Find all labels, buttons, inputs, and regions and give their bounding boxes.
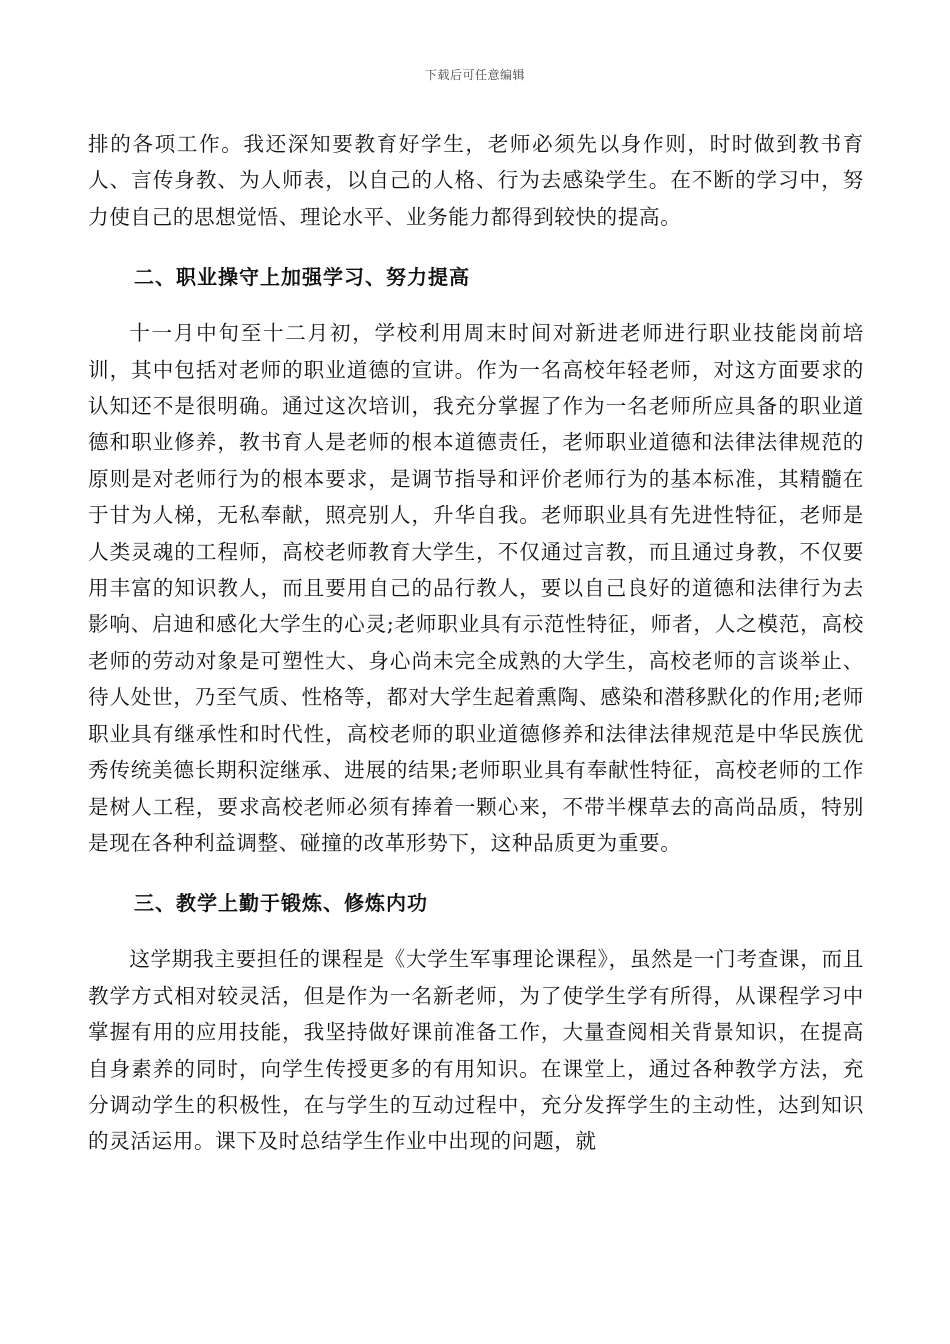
paragraph-continued: 排的各项工作。我还深知要教育好学生，老师必须先以身作则，时时做到教书育人、言传身教、为人师表，以自己的人格、行为去感染学生。在不断的学习中，努力使自己的思想觉悟、理论水平、业务能力都得到较快的提高。 (88, 132, 864, 229)
section-heading-3: 三、教学上勤于锻炼、修炼内功 (134, 891, 428, 916)
paragraph-teaching: 这学期我主要担任的课程是《大学生军事理论课程》，虽然是一门考查课，而且教学方式相对较灵活，但是作为一名新老师，为了使学生学有所得，从课程学习中掌握有用的应用技能，我坚持做好课前准备工作，大量查阅相关背景知识，在提高自身素养的同时，向学生传授更多的有用知识。在课堂上，通过各种教学方法，充分调动学生的积极性，在与学生的互动过程中，充分发挥学生的主动性，达到知识的灵活运用。课下及时总结学生作业中出现的问题，就 (88, 947, 864, 1154)
paragraph-professional-ethics: 十一月中旬至十二月初，学校利用周末时间对新进老师进行职业技能岗前培训，其中包括对老师的职业道德的宣讲。作为一名高校年轻老师，对这方面要求的认知还不是很明确。通过这次培训，我充分掌握了作为一名老师所应具备的职业道德和职业修养，教书育人是老师的根本道德责任，老师职业道德和法律法律规范的原则是对老师行为的根本要求，是调节指导和评价老师行为的基本标准，其精髓在于甘为人梯，无私奉献，照亮别人，升华自我。老师职业具有先进性特征，老师是人类灵魂的工程师，高校老师教育大学生，不仅通过言教，而且通过身教，不仅要用丰富的知识教人，而且要用自己的品行教人，要以自己良好的道德和法律行为去影响、启迪和感化大学生的心灵;老师职业具有示范性特征，师者，人之模范，高校老师的劳动对象是可塑性大、身心尚未完全成熟的大学生，高校老师的言谈举止、待人处世，乃至气质、性格等，都对大学生起着熏陶、感染和潜移默化的作用;老师职业具有继承性和时代性，高校老师的职业道德修养和法律法律规范是中华民族优秀传统美德长期积淀继承、进展的结果;老师职业具有奉献性特征，高校老师的工作是树人工程，要求高校老师必须有捧着一颗心来，不带半棵草去的高尚品质，特别是现在各种利益调整、碰撞的改革形势下，这种品质更为重要。 (88, 321, 864, 855)
spacer (88, 921, 864, 941)
section-heading-2: 二、职业操守上加强学习、努力提高 (134, 265, 470, 290)
spacer (88, 235, 864, 259)
page-header-note: 下载后可任意编辑 (424, 68, 525, 82)
spacer (88, 861, 864, 885)
document-body (88, 126, 864, 1160)
spacer (88, 295, 864, 315)
